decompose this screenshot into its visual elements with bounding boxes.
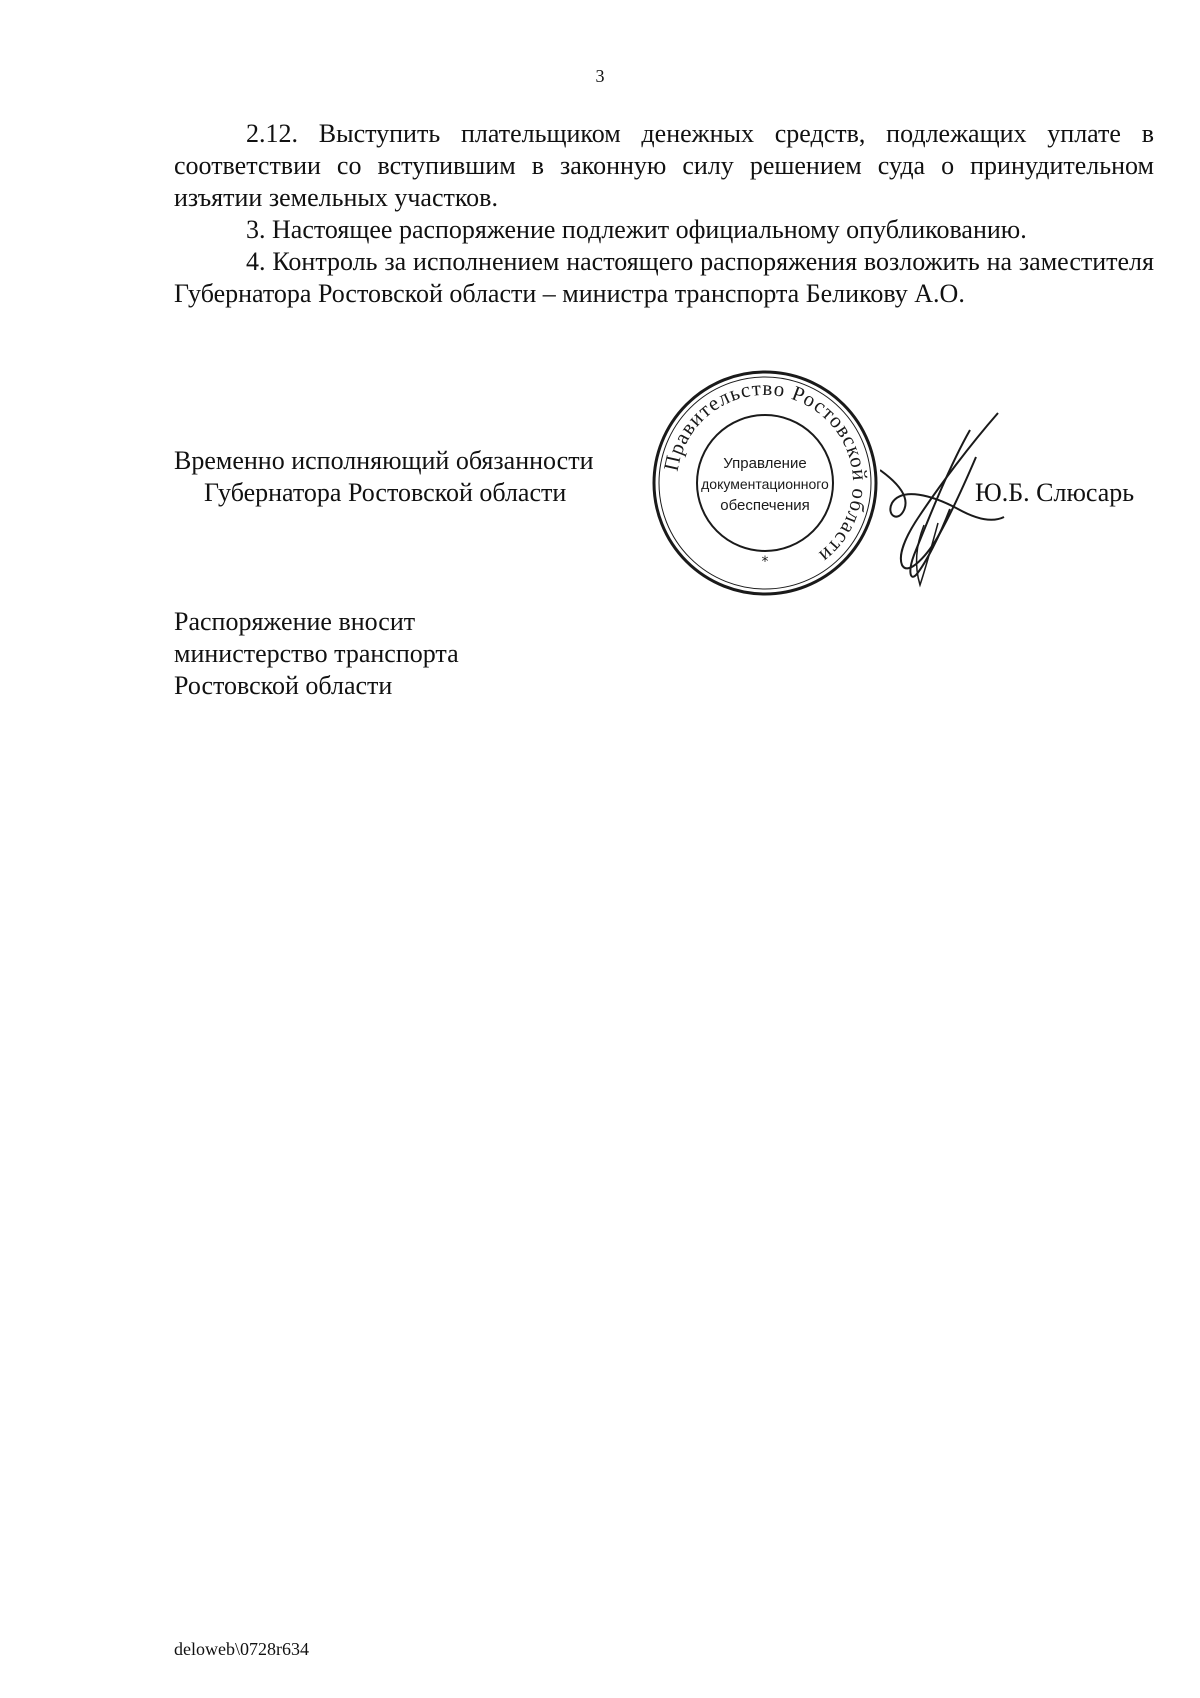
seal-star-icon: *: [761, 554, 769, 570]
seal-inner-line2: документационного: [701, 476, 829, 492]
submitted-line1: Распоряжение вносит: [174, 607, 416, 636]
seal-inner-line1: Управление: [723, 455, 807, 472]
seal-outer-text: Правительство Ростовской области: [658, 375, 873, 569]
signer-name: Ю.Б. Слюсарь: [975, 478, 1135, 507]
signer-position-line1: Временно исполняющий обязанности: [174, 446, 594, 475]
submitted-block: [174, 606, 459, 702]
paragraph-4: 4. Контроль за исполнением настоящего распоряжения возложить на заместителя Губернатора Ростовской области – министра транспорта Беликову А.О.: [174, 247, 1154, 308]
submitted-line3: Ростовской области: [174, 671, 393, 700]
document-body: [174, 118, 1154, 310]
seal-inner-line3: обеспечения: [720, 497, 810, 514]
paragraph-3: 3. Настоящее распоряжение подлежит официальному опубликованию.: [246, 215, 1027, 244]
submitted-line2: министерство транспорта: [174, 639, 459, 668]
official-seal: [650, 368, 880, 598]
footer-code: deloweb\0728r634: [174, 1639, 309, 1659]
signer-position-line2: Губернатора Ростовской области: [204, 478, 567, 507]
paragraph-2-12: 2.12. Выступить плательщиком денежных средств, подлежащих уплате в соответствии со вступившим в законную силу решением суда о принудительном изъятии земельных участков.: [174, 119, 1154, 212]
signature-block: [174, 445, 594, 509]
page-number: 3: [595, 66, 605, 86]
